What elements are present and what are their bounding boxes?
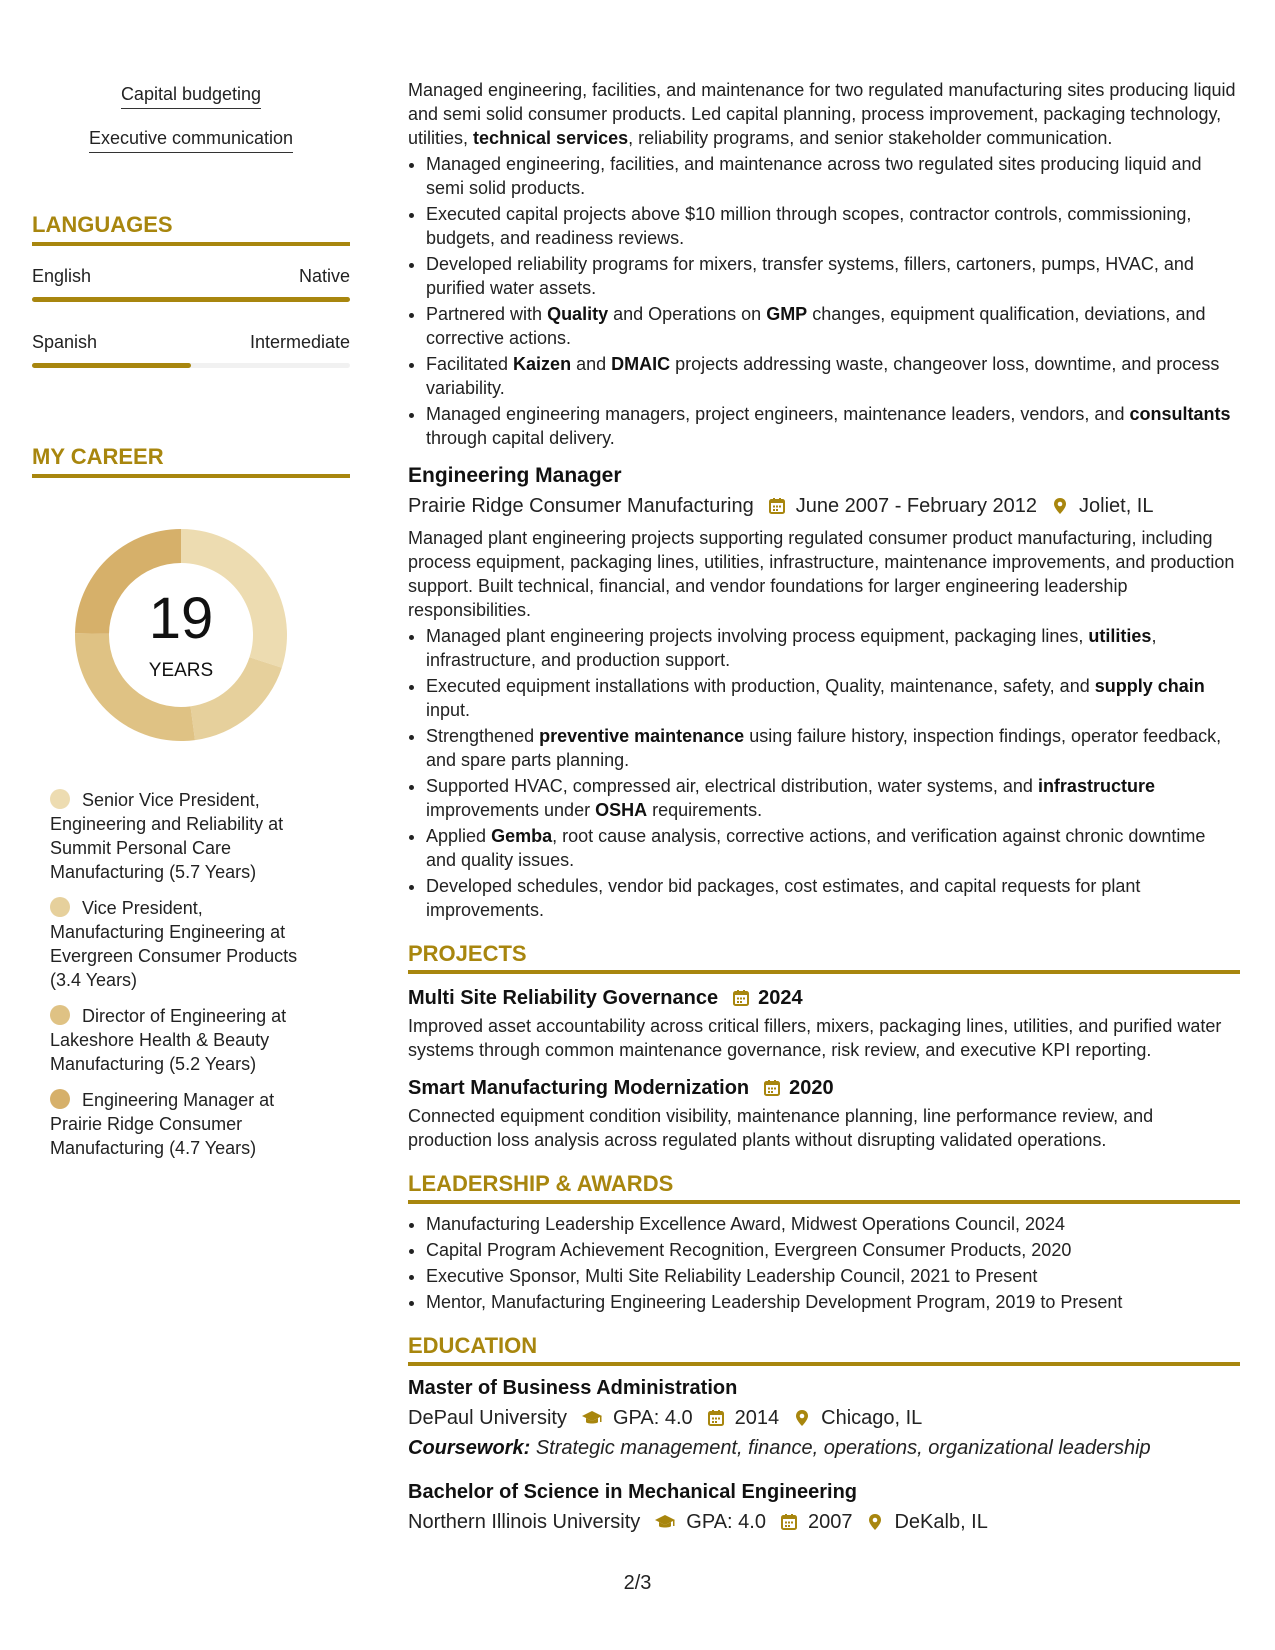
right-column: [408, 78, 1240, 1534]
language-level: Native: [298, 266, 350, 286]
bullet-item: • Supported HVAC, compressed air, electrical distribution, water systems, and infrastructure improvements under OSHA requirements.: [426, 774, 1240, 822]
graduation-year: 2014: [734, 1407, 780, 1429]
school-name: Northern Illinois University: [408, 1511, 641, 1533]
location-pin-icon: [793, 1409, 811, 1427]
language-bar-fill: [32, 297, 350, 302]
calendar-icon: [707, 1409, 725, 1427]
language-name: English: [32, 266, 92, 286]
bullet-item: • Developed reliability programs for mixers, transfer systems, fillers, cartoners, pumps, HVAC, and purified water assets.: [426, 252, 1240, 300]
award-item: • Manufacturing Leadership Excellence Award, Midwest Operations Council, 2024: [426, 1212, 1240, 1236]
location-pin-icon: [866, 1513, 884, 1531]
language-level: Intermediate: [249, 332, 350, 352]
job-bullets: [408, 624, 1240, 922]
calendar-icon: [763, 1079, 781, 1097]
skills-list: [32, 84, 350, 172]
awards-heading: LEADERSHIP & AWARDS: [408, 1172, 1240, 1204]
bullet-item: • Executed capital projects above $10 million through scopes, contractor controls, commissioning, budgets, and readiness reviews.: [426, 202, 1240, 250]
legend-dot: [50, 1005, 70, 1025]
calendar-icon: [732, 989, 750, 1007]
bullet-item: • Partnered with Quality and Operations on GMP changes, equipment qualification, deviations, and corrective actions.: [426, 302, 1240, 350]
language-bar-fill: [32, 363, 191, 368]
education-meta: [408, 1406, 1240, 1430]
location-pin-icon: [1051, 497, 1069, 515]
skill-item: Executive communication: [89, 128, 293, 153]
gpa: GPA: 4.0: [612, 1407, 693, 1429]
school-name: DePaul University: [408, 1407, 567, 1429]
calendar-icon: [768, 497, 786, 515]
job-location: Joliet, IL: [1079, 495, 1154, 517]
award-item: • Executive Sponsor, Multi Site Reliability Leadership Council, 2021 to Present: [426, 1264, 1240, 1288]
language-bar: [32, 363, 350, 368]
graduation-cap-icon: [581, 1409, 603, 1427]
project-year: 2020: [789, 1077, 834, 1099]
bullet-item: • Managed engineering, facilities, and maintenance across two regulated sites producing liquid and semi solid products.: [426, 152, 1240, 200]
career-legend-item: Vice President, Manufacturing Engineering at Evergreen Consumer Products (3.4 Years): [50, 898, 298, 990]
school-location: Chicago, IL: [821, 1407, 923, 1429]
award-item: • Mentor, Manufacturing Engineering Leadership Development Program, 2019 to Present: [426, 1290, 1240, 1314]
school-location: DeKalb, IL: [894, 1511, 988, 1533]
awards-list: [408, 1212, 1240, 1314]
company-name: Prairie Ridge Consumer Manufacturing: [408, 495, 754, 517]
languages-heading: LANGUAGES: [32, 212, 350, 246]
legend-dot: [50, 789, 70, 809]
job-meta: [408, 494, 1240, 518]
job-dates: June 2007 - February 2012: [795, 495, 1037, 517]
education-heading: EDUCATION: [408, 1334, 1240, 1366]
language-spanish: [32, 332, 350, 368]
bullet-item: • Facilitated Kaizen and DMAIC projects addressing waste, changeover loss, downtime, and process variability.: [426, 352, 1240, 400]
coursework: Coursework: Strategic management, finance, operations, organizational leadership: [408, 1437, 1151, 1459]
career-heading: MY CAREER: [32, 444, 350, 478]
projects-heading: PROJECTS: [408, 942, 1240, 974]
project-year: 2024: [758, 987, 803, 1009]
left-column: [32, 84, 350, 1172]
page-number: 2/3: [623, 1572, 652, 1594]
job-bullets: [408, 152, 1240, 450]
gpa: GPA: 4.0: [686, 1511, 766, 1533]
job-summary: Managed engineering, facilities, and maintenance for two regulated manufacturing sites producing liquid and semi solid consumer products. Led capital planning, process improvement, packaging technology, utilities, technical services, reliability programs, and senior stakeholder communication.: [408, 80, 1236, 148]
graduation-cap-icon: [654, 1513, 676, 1531]
project-description: Improved asset accountability across critical fillers, mixers, packaging lines, utilities, and purified water systems through common maintenance governance, risk review, and executive KPI reporting.: [408, 1016, 1222, 1060]
career-legend-item: Senior Vice President, Engineering and Reliability at Summit Personal Care Manufacturing (5.7 Years): [50, 790, 284, 882]
career-total-unit: YEARS: [148, 660, 214, 681]
career-legend: [50, 788, 320, 1160]
bullet-item: • Applied Gemba, root cause analysis, corrective actions, and verification against chronic downtime and quality issues.: [426, 824, 1240, 872]
project-title: Smart Manufacturing Modernization 2020: [408, 1077, 834, 1099]
graduation-year: 2007: [807, 1511, 853, 1533]
bullet-item: • Managed plant engineering projects involving process equipment, packaging lines, utilities, infrastructure, and production support.: [426, 624, 1240, 672]
degree-title: Master of Business Administration: [408, 1377, 738, 1399]
bullet-item: • Managed engineering managers, project engineers, maintenance leaders, vendors, and consultants through capital delivery.: [426, 402, 1240, 450]
project-description: Connected equipment condition visibility, maintenance planning, line performance review, and production loss analysis across regulated plants without disrupting validated operations.: [408, 1106, 1154, 1150]
bullet-item: • Developed schedules, vendor bid packages, cost estimates, and capital requests for plant improvements.: [426, 874, 1240, 922]
bullet-item: • Strengthened preventive maintenance using failure history, inspection findings, operator feedback, and spare parts planning.: [426, 724, 1240, 772]
career-legend-item: Director of Engineering at Lakeshore Health & Beauty Manufacturing (5.2 Years): [50, 1006, 287, 1074]
job-title: Engineering Manager: [408, 464, 622, 487]
career-donut-chart: [66, 520, 296, 750]
language-name: Spanish: [32, 332, 98, 352]
degree-title: Bachelor of Science in Mechanical Engineering: [408, 1481, 858, 1503]
calendar-icon: [780, 1513, 798, 1531]
skill-item: Capital budgeting: [121, 84, 261, 109]
award-item: • Capital Program Achievement Recognition, Evergreen Consumer Products, 2020: [426, 1238, 1240, 1262]
language-bar: [32, 297, 350, 302]
project-title: Multi Site Reliability Governance 2024: [408, 987, 803, 1009]
career-legend-item: Engineering Manager at Prairie Ridge Consumer Manufacturing (4.7 Years): [50, 1090, 275, 1158]
legend-dot: [50, 1089, 70, 1109]
bullet-item: • Executed equipment installations with production, Quality, maintenance, safety, and supply chain input.: [426, 674, 1240, 722]
education-meta: [408, 1510, 1240, 1534]
legend-dot: [50, 897, 70, 917]
language-english: [32, 266, 350, 302]
job-summary: Managed plant engineering projects supporting regulated consumer product manufacturing, including process equipment, packaging lines, utilities, infrastructure, maintenance improvements, and production support. Built technical, financial, and vendor foundations for larger engineering leadership responsibilities.: [408, 528, 1235, 620]
career-total-years: 19: [148, 586, 214, 651]
